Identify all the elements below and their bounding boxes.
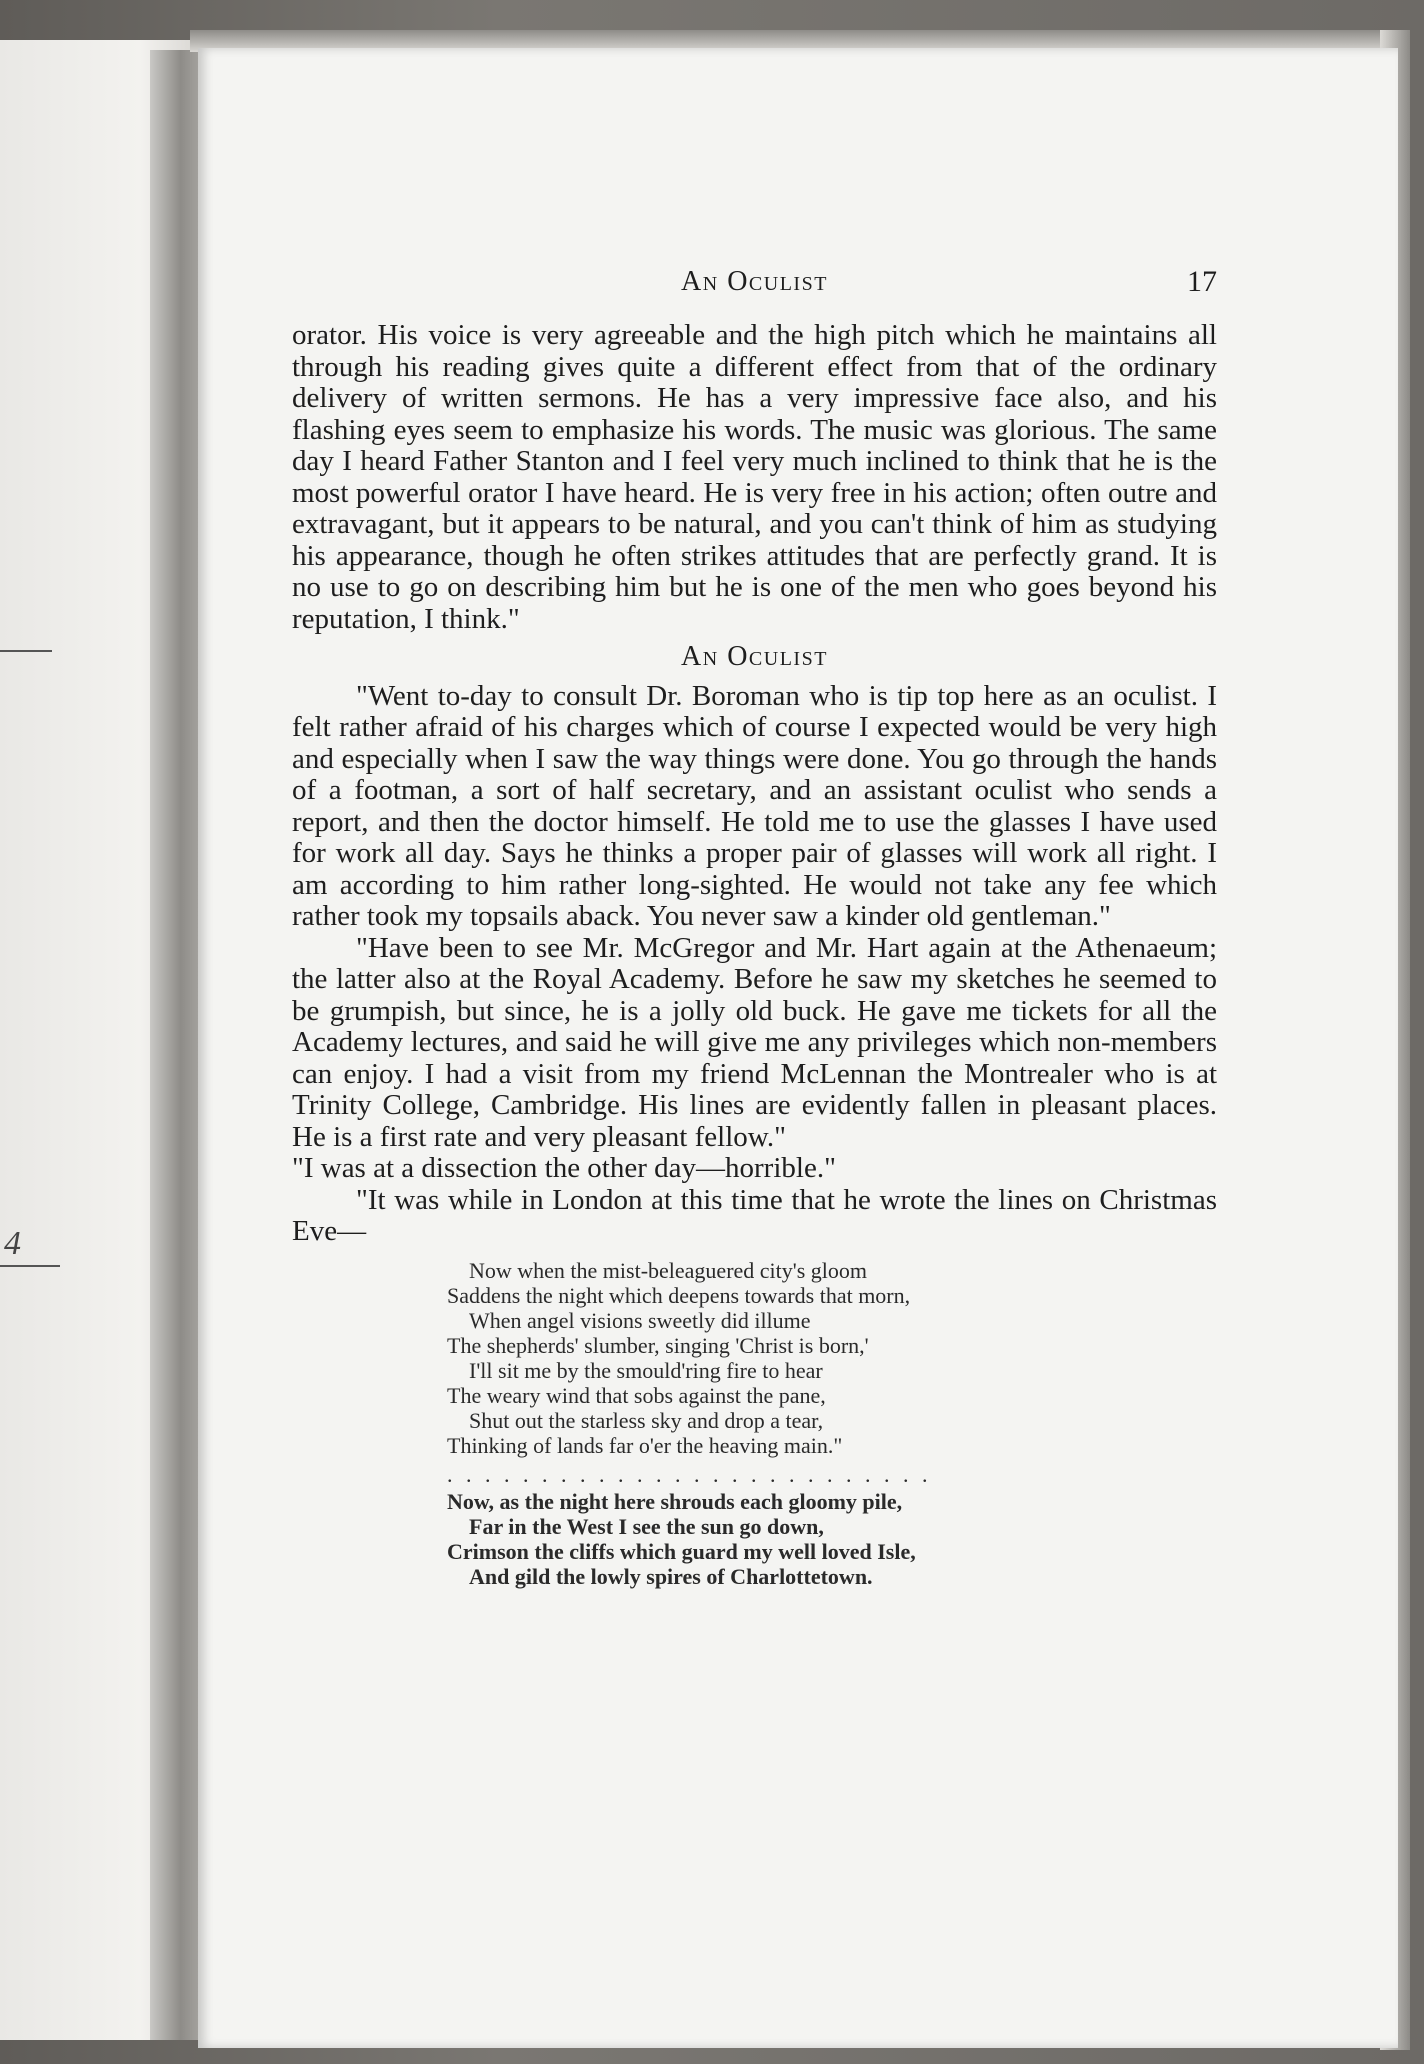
poem-line: And gild the lowly spires of Charlottetown.	[469, 1563, 873, 1589]
poem-line: Now, as the night here shrouds each gloomy pile,	[447, 1488, 903, 1514]
running-head	[292, 266, 1217, 320]
poem-separator: . . . . . . . . . . . . . . . . . . . . . . . . . .	[447, 1461, 932, 1487]
paragraph-dissection: "I was at a dissection the other day—horrible."	[292, 1152, 836, 1184]
poem-line: Now when the mist-beleaguered city's gloom	[469, 1257, 868, 1283]
poem-line: The weary wind that sobs against the pane,	[447, 1382, 826, 1408]
poem-line: Crimson the cliffs which guard my well loved Isle,	[447, 1538, 916, 1564]
paragraph-orator: orator. His voice is very agreeable and the high pitch which he maintains all through his reading gives quite a different effect from that of the ordinary delivery of written sermons. He has a very impressive face also, and his flashing eyes seem to emphasize his words. The music was glorious. The same day I heard Father Stanton and I feel very much inclined to think that he is the most powerful orator I have heard. He is very free in his action; often outre and extravagant, but it appears to be natural, and you can't think of him as studying his appearance, though he often strikes attitudes that are perfectly grand. It is no use to go on describing him but he is one of the men who goes beyond his reputation, I think."	[292, 319, 1217, 635]
left-page-rule	[0, 650, 52, 652]
left-page-rule	[0, 1265, 60, 1267]
poem-line: I'll sit me by the smould'ring fire to hear	[469, 1357, 823, 1383]
page-number: 17	[1187, 265, 1217, 298]
poem-line: Shut out the starless sky and drop a tear,	[469, 1407, 824, 1433]
poem-line: Thinking of lands far o'er the heaving main."	[447, 1432, 843, 1458]
paragraph-oculist: "Went to-day to consult Dr. Boroman who is tip top here as an oculist. I felt rather afraid of his charges which of course I expected would be very high and especially when I saw the way things were done. You go through the hands of a footman, a sort of half secretary, and an assistant oculist who sends a report, and then the doctor himself. He told me to use the glasses I have used for work all day. Says he thinks a proper pair of glasses will work all right. I am according to him rather long-sighted. He would not take any fee which rather took my topsails aback. You never saw a kinder old gentleman."	[292, 679, 1217, 932]
paragraph-christmas-eve: "It was while in London at this time that he wrote the lines on Christmas Eve—	[292, 1183, 1217, 1247]
poem-line: The shepherds' slumber, singing 'Christ is born,'	[447, 1332, 869, 1358]
page-content	[292, 266, 1217, 1589]
left-page-margin-mark: 4	[4, 1225, 21, 1262]
poem-line: Saddens the night which deepens towards that morn,	[447, 1282, 911, 1308]
poem	[447, 1258, 1217, 1589]
poem-line: When angel visions sweetly did illume	[469, 1307, 811, 1333]
poem-line: Far in the West I see the sun go down,	[469, 1513, 824, 1539]
running-title: An Oculist	[681, 266, 828, 297]
section-heading: An Oculist	[681, 641, 828, 672]
paragraph-athenaeum: "Have been to see Mr. McGregor and Mr. Hart again at the Athenaeum; the latter also at the Royal Academy. Before he saw my sketches he seemed to be grumpish, but since, he is a jolly old buck. He gave me tickets for all the Academy lectures, and said he will give me any privileges which non-members can enjoy. I had a visit from my friend McLennan the Montrealer who is at Trinity College, Cambridge. His lines are evidently fallen in pleasant places. He is a first rate and very pleasant fellow."	[292, 931, 1217, 1153]
